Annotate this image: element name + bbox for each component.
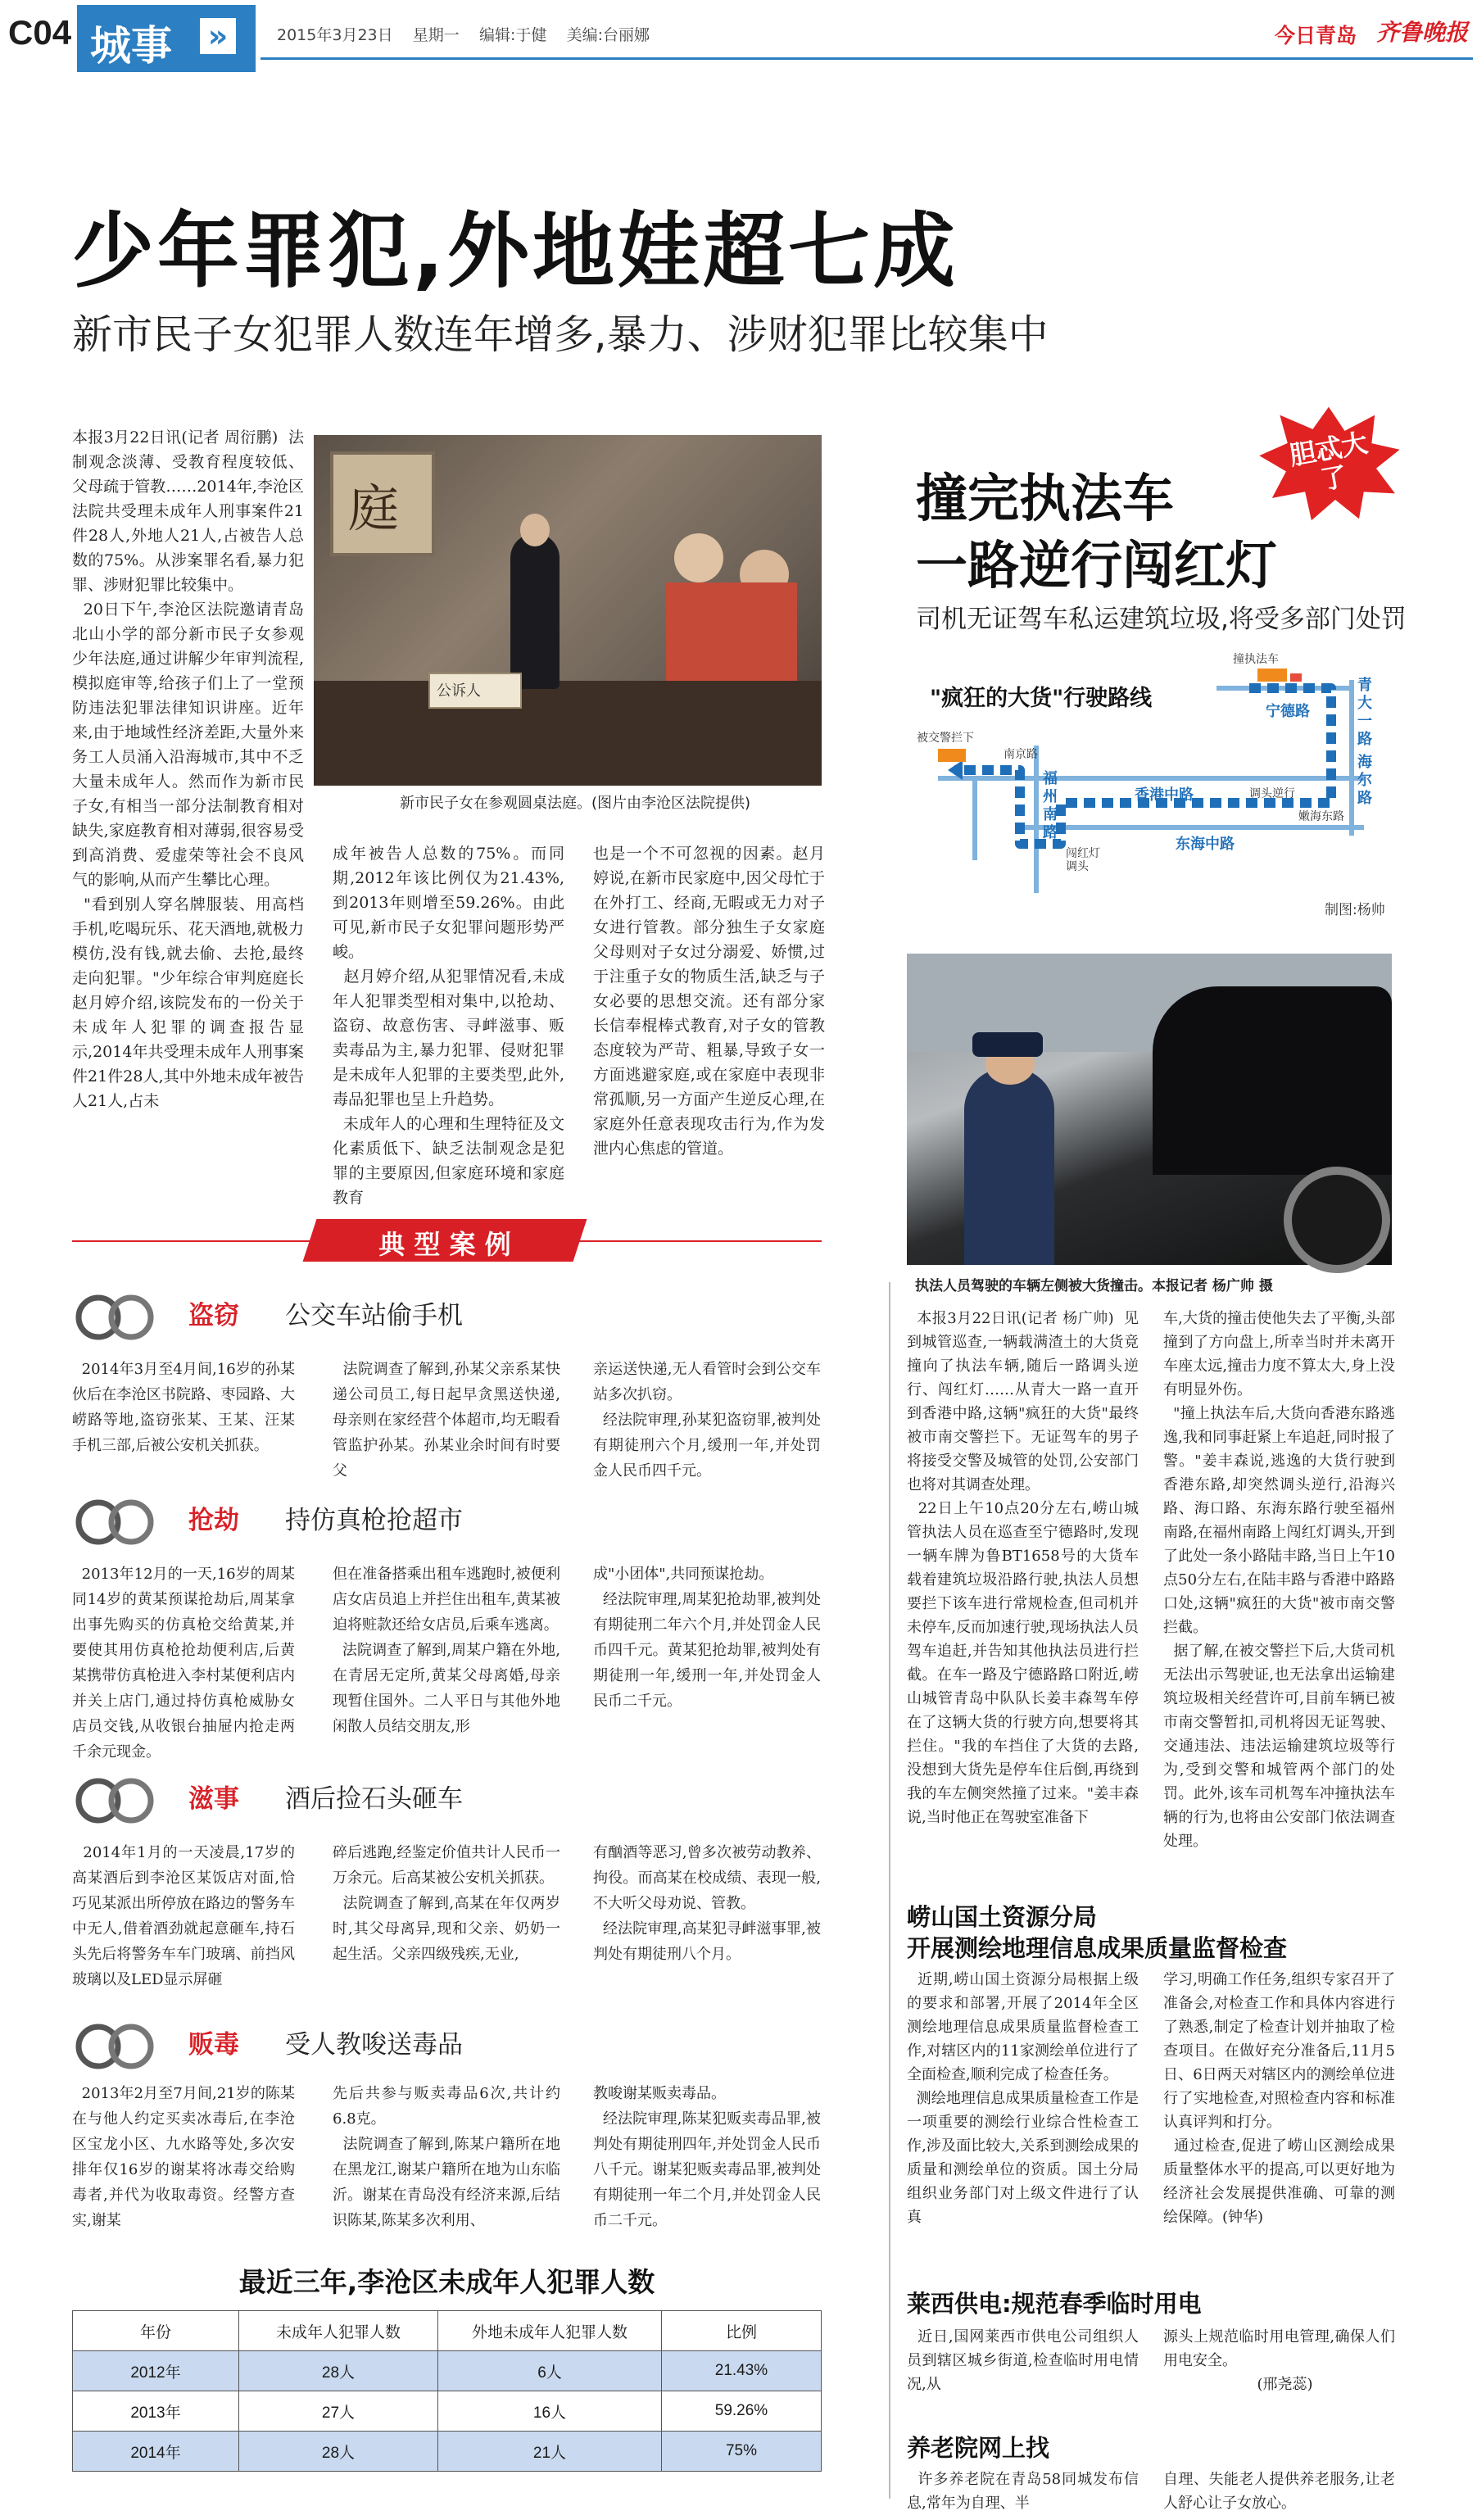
- brief-3-col-2: 自理、失能老人提供养老服务,让老人舒心让子女放心。: [1163, 2471, 1395, 2512]
- case-col-1: 2013年12月的一天,16岁的周某同14岁的黄某预谋抢劫后,周某拿出事先购买的仿真枪交给黄某,并要使其用仿真枪抢劫便利店,后黄某携带仿真枪进入李村某便利店内并关上店门,通过持仿真枪威胁女店员交钱,从收银台抽屉内抢走两千余元现金。: [72, 1566, 295, 1761]
- map-label-point: 闯红灯调头: [1066, 847, 1100, 873]
- case-col-3: 有酗酒等恶习,曾多次被劳动教养、拘役。而高某在校成绩、表现一般,不大听父母劝说、管教。 经法院审理,高某犯寻衅滋事罪,被判处有期徒刑八个月。: [593, 1844, 821, 1963]
- case-col-3: 亲运送快递,无人看管时会到公交车站多次扒窃。 经法院审理,孙某犯盗窃罪,被判处有期徒刑六个月,缓刑一年,并处罚金人民币四千元。: [593, 1361, 821, 1480]
- brief-1-col-2: 学习,明确工作任务,组织专家召开了准备会,对检查工作和具体内容进行了熟悉,制定了检查计划并抽取了检查项目。在做好充分准备后,11月5日、6日两天对辖区内的测绘单位进行了实地检查,对照检查内容和标准认真评判和打分。 通过检查,促进了崂山区测绘成果质量整体水平的提高,可以更好地为经济社会发展提供准确、可靠的测绘保障。(钟华): [1163, 1971, 1395, 2226]
- section-tab: [77, 5, 256, 72]
- main-col-2: 成年被告人总数的75%。而同期,2012年该比例仅为21.43%,到2013年则增至59.26%。由此可见,新市民子女犯罪问题形势严峻。 赵月婷介绍,从犯罪情况看,未成年人犯罪类型相对集中,以抢劫、盗窃、故意伤害、寻衅滋事、贩卖毒品为主,暴力犯罪、侵财犯罪是未成年人犯罪的主要类型,此外,毒品犯罪也呈上升趋势。 未成年人的心理和生理特征及文化素质低下、缺乏法制观念是犯罪的主要原因,但家庭环境和家庭教育: [333, 845, 564, 1207]
- map-label-point: 被交警拦下: [917, 732, 974, 745]
- table-cell: 6人: [438, 2351, 662, 2391]
- handcuff-icon: [72, 1493, 161, 1553]
- header-meta: [277, 23, 650, 45]
- brief-2-headline: 莱西供电:规范春季临时用电: [907, 2290, 1202, 2318]
- brief-1-col-1: 近期,崂山国土资源分局根据上级的要求和部署,开展了2014年全区测绘地理信息成果质量监督检查工作,对辖区内的11家测绘单位进行了全面检查,顺利完成了检查任务。 测绘地理信息成果质量检查工作是一项重要的测绘行业综合性检查工作,涉及面比较大,关系到测绘成果的质量和测绘单位的资质。国土分局组织业务部门对上级文件进行了认真: [907, 1971, 1139, 2226]
- case-title: 公交车站偷手机: [285, 1301, 463, 1330]
- header-designer: 美编:台丽娜: [566, 26, 650, 44]
- map-label-road: 海尔路: [1357, 754, 1372, 807]
- map-label-road: 福州南路: [1043, 770, 1058, 841]
- table-row: [73, 2432, 822, 2472]
- table-header-cell: 外地未成年人犯罪人数: [438, 2311, 662, 2351]
- brief-3-headline: 养老院网上找: [907, 2434, 1050, 2462]
- map-label-road: 南京路: [1004, 748, 1038, 761]
- page-header: [0, 0, 1477, 72]
- courtroom-photo: [314, 435, 822, 786]
- map-label-road: 香港中路: [1135, 786, 1194, 804]
- badge-text: 胆忒大了: [1287, 427, 1371, 496]
- table-row: [73, 2351, 822, 2391]
- brief-2-col-1: 近日,国网莱西市供电公司组织人员到辖区城乡街道,检查临时用电情况,从: [907, 2328, 1139, 2393]
- table-cell: 21人: [438, 2432, 662, 2472]
- main-col-1: 本报3月22日讯(记者 周衍鹏) 法制观念淡薄、受教育程度较低、父母疏于管教……2014年,李沧区法院共受理未成年人刑事案件21件28人,外地人21人,占被告人总数的75%。从涉案罪名看,暴力犯罪、涉财犯罪比较集中。 20日下午,李沧区法院邀请青岛北山小学的部分新市民子女参观少年法庭,通过讲解少年审判流程,模拟庭审等,给孩子们上了一堂预防违法犯罪法律知识讲座。近年来,由于地域性经济差距,大量外来务工人员涌入沿海城市,其中不乏大量未成年人。然而作为新市民子女,有相当一部分法制教育相对缺失,家庭教育相对薄弱,很容易受到高消费、爱虚荣等社会不良风气的影响,从而产生攀比心理。 "看到别人穿名牌服装、用高档手机,吃喝玩乐、花天酒地,就极力模仿,没有钱,就去偷、去抢,最终走向犯罪。"少年综合审判庭庭长赵月婷介绍,该院发布的一份关于未成年人犯罪的调查报告显示,2014年共受理未成年人刑事案件21件28人,其中外地未成年被告人21人,占未: [72, 428, 304, 1110]
- case-col-2: 但在准备搭乘出租车逃跑时,被便利店女店员追上并拦住出租车,黄某被迫将赃款还给女店员,后乘车逃离。 法院调查了解到,周某户籍在外地,在青居无定所,黄某父母离婚,母亲现暂住国外。二人平日与其他外地闲散人员结交朋友,形: [333, 1566, 560, 1735]
- map-label-road: 青大一路: [1357, 677, 1372, 748]
- right-headline-1: 撞完执法车: [916, 469, 1174, 528]
- table-cell: 2014年: [73, 2432, 239, 2472]
- table-header-cell: 年份: [73, 2311, 239, 2351]
- header-weekday: 星期一: [412, 26, 460, 44]
- case-tag: 贩毒: [188, 2030, 239, 2060]
- route-map: [905, 647, 1397, 926]
- header-date: 2015年3月23日: [277, 26, 393, 44]
- stats-table: [72, 2310, 822, 2472]
- column-divider: [889, 1282, 890, 2499]
- photo-sign-prosecutor: 公诉人: [437, 682, 481, 700]
- right-col-1: 本报3月22日讯(记者 杨广帅) 见到城管巡查,一辆载满渣土的大货竟撞向了执法车辆,随后一路调头逆行、闯红灯……从青大一路一直开到香港中路,这辆"疯狂的大货"最终被市南交警拦下。无证驾车的男子将接受交警及城管的处罚,公安部门也将对其调查处理。 22日上午10点20分左右,崂山城管执法人员在巡查至宁德路时,发现一辆车牌为鲁BT1658号的大货车载着建筑垃圾沿路行驶,执法人员想要拦下该车进行常规检查,但司机并未停车,反而加速行驶,现场执法人员驾车追赶,并告知其他执法员进行拦截。在车一路及宁德路路口附近,崂山城管青岛中队队长姜丰森驾车停在了这辆大货的行驶方向,想要将其拦住。"我的车挡住了大货的去路,没想到大货先是停车住后倒,再绕到我的车左侧突然撞了过来。"姜丰森说,当时他正在驾驶室准备下: [907, 1310, 1139, 1826]
- case-col-1: 2014年3月至4月间,16岁的孙某伙后在李沧区书院路、枣园路、大崂路等地,盗窃张某、王某、汪某手机三部,后被公安机关抓获。: [72, 1361, 295, 1454]
- main-col-3: 也是一个不可忽视的因素。赵月婷说,在新市民家庭中,因父母忙于在外打工、经商,无暇或无力对子女进行管教。部分独生子女家庭父母则对子女过分溺爱、娇惯,过于注重子女的物质生活,缺乏与子女必要的思想交流。还有部分家长信奉棍棒式教育,对子女的管教态度较为严苛、粗暴,导致子女一方面逃避家庭,或在家庭中表现非常孤顺,另一方面产生逆反心理,在家庭外任意表现攻击行为,作为发泄内心焦虑的管道。: [593, 845, 825, 1158]
- handcuff-icon: [72, 1288, 161, 1348]
- brief-3-col-1: 许多养老院在青岛58同城发布信息,常年为自理、半: [907, 2471, 1139, 2512]
- right-subheadline: 司机无证驾车私运建筑垃圾,将受多部门处罚: [916, 605, 1407, 634]
- case-tag: 抢劫: [188, 1506, 239, 1535]
- map-label-road: 宁德路: [1266, 703, 1310, 720]
- case-title: 受人教唆送毒品: [285, 2030, 463, 2060]
- case-col-2: 碎后逃跑,经鉴定价值共计人民币一万余元。后高某被公安机关抓获。 法院调查了解到,高某在年仅两岁时,其父母离异,现和父亲、奶奶一起生活。父亲四级残疾,无业,: [333, 1844, 560, 1963]
- header-editor: 编辑:于健: [478, 26, 547, 44]
- table-cell: 21.43%: [662, 2351, 822, 2391]
- table-cell: 28人: [239, 2432, 438, 2472]
- table-cell: 75%: [662, 2432, 822, 2472]
- brief-1-headline-2: 开展测绘地理信息成果质量监督检查: [907, 1934, 1288, 1962]
- case-col-2: 先后共参与贩卖毒品6次,共计约6.8克。 法院调查了解到,陈某户籍所在地在黑龙江,谢某户籍所在地为山东临沂。谢某在青岛没有经济来源,后结识陈某,陈某多次利用、: [333, 2085, 560, 2229]
- case-col-3: 教唆谢某贩卖毒品。 经法院审理,陈某犯贩卖毒品罪,被判处有期徒刑四年,并处罚金人民币八千元。谢某犯贩卖毒品罪,被判处有期徒刑一年二个月,并处罚金人民币二千元。: [593, 2085, 821, 2229]
- photo-sign-ting: 庭: [348, 478, 400, 538]
- table-header-row: [73, 2311, 822, 2351]
- right-headline-2: 一路逆行闯红灯: [916, 536, 1277, 596]
- paper-logo: 齐鲁晚报: [1376, 19, 1469, 46]
- stats-table-title: 最近三年,李沧区未成年人犯罪人数: [238, 2266, 655, 2298]
- table-cell: 59.26%: [662, 2391, 822, 2432]
- car-photo: [907, 954, 1392, 1265]
- cases-banner-text: 典 型 案 例: [378, 1229, 511, 1260]
- case-col-3: 成"小团体",共同预谋抢劫。 经法院审理,周某犯抢劫罪,被判处有期徒刑二年六个月,并处罚金人民币四千元。黄某犯抢劫罪,被判处有期徒刑一年,缓刑一年,并处罚金人民币二千元。: [593, 1566, 821, 1710]
- main-subheadline: 新市民子女犯罪人数连年增多,暴力、涉财犯罪比较集中: [72, 311, 1049, 358]
- map-credit: 制图:杨帅: [1325, 902, 1385, 918]
- main-headline: 少年罪犯,外地娃超七成: [72, 203, 958, 299]
- table-row: [73, 2391, 822, 2432]
- map-label-point: 撞执法车: [1233, 653, 1279, 666]
- brief-2-col-2: 源头上规范临时用电管理,确保人们用电安全。 (邢尧蕊): [1163, 2328, 1395, 2393]
- map-title: "疯狂的大货"行驶路线: [930, 686, 1153, 711]
- table-cell: 28人: [239, 2351, 438, 2391]
- brief-1-headline-1: 崂山国土资源分局: [907, 1903, 1098, 1931]
- header-rule: [261, 57, 1473, 60]
- right-col-2: 车,大货的撞击使他失去了平衡,头部撞到了方向盘上,所幸当时并未离开车座太远,撞击力度不算太大,身上没有明显外伤。 "撞上执法车后,大货向香港东路逃逸,我和同事赶紧上车追赶,同时报了警。"姜丰森说,逃逸的大货行驶到香港东路,却突然调头逆行,沿海兴路、海口路、东海东路行驶至福州南路,在福州南路上闯红灯调头,开到了此处一条小路陆丰路,当日上午10点50分左右,在陆丰路与香港中路路口处,这辆"疯狂的大货"被市南交警拦截。 据了解,在被交警拦下后,大货司机无法出示驾驶证,也无法拿出运输建筑垃圾相关经营许可,目前车辆已被市南交警暂扣,司机将因无证驾驶、交通违法、违法运输建筑垃圾等行为,受到交警和城管两个部门的处罚。此外,该车司机驾车冲撞执法车辆的行为,也将由公安部门依法调查处理。: [1163, 1310, 1396, 1850]
- chevron-right-icon: »: [200, 18, 236, 54]
- table-header-cell: 未成年人犯罪人数: [239, 2311, 438, 2351]
- case-title: 酒后捡石头砸车: [285, 1784, 463, 1814]
- map-label-road: 东海中路: [1176, 836, 1235, 853]
- case-col-2: 法院调查了解到,孙某父亲系某快递公司员工,每日起早贪黑送快递,母亲则在家经营个体超市,均无暇看管监护孙某。孙某业余时间有时要父: [333, 1361, 560, 1480]
- table-header-cell: 比例: [662, 2311, 822, 2351]
- case-tag: 滋事: [188, 1784, 239, 1814]
- map-label-road: 嫩海东路: [1298, 810, 1344, 823]
- handcuff-icon: [72, 2017, 161, 2078]
- page-code: C04: [8, 13, 72, 52]
- main-photo-caption: 新市民子女在参观圆桌法庭。(图片由李沧区法院提供): [400, 795, 751, 812]
- case-tag: 盗窃: [188, 1301, 239, 1330]
- map-label-point: 调头逆行: [1249, 787, 1295, 800]
- right-photo-caption: 执法人员驾驶的车辆左侧被大货撞击。本报记者 杨广帅 摄: [915, 1278, 1273, 1294]
- handcuff-icon: [72, 1771, 161, 1832]
- section-title: 城事: [90, 22, 172, 70]
- case-col-1: 2014年1月的一天凌晨,17岁的高某酒后到李沧区某饭店对面,恰巧见某派出所停放在路边的警务车中无人,借着酒劲就起意砸车,持石头先后将警务车车门玻璃、前挡风玻璃以及LED显示屏砸: [72, 1844, 295, 1988]
- case-col-1: 2013年2月至7月间,21岁的陈某在与他人约定买卖冰毒后,在李沧区宝龙小区、九水路等处,多次安排年仅16岁的谢某将冰毒交给购毒者,并代为收取毒资。经警方查实,谢某: [72, 2085, 295, 2229]
- case-title: 持仿真枪抢超市: [285, 1506, 463, 1535]
- table-cell: 27人: [239, 2391, 438, 2432]
- table-cell: 2013年: [73, 2391, 239, 2432]
- table-cell: 16人: [438, 2391, 662, 2432]
- table-cell: 2012年: [73, 2351, 239, 2391]
- edition-name: 今日青岛: [1275, 24, 1357, 48]
